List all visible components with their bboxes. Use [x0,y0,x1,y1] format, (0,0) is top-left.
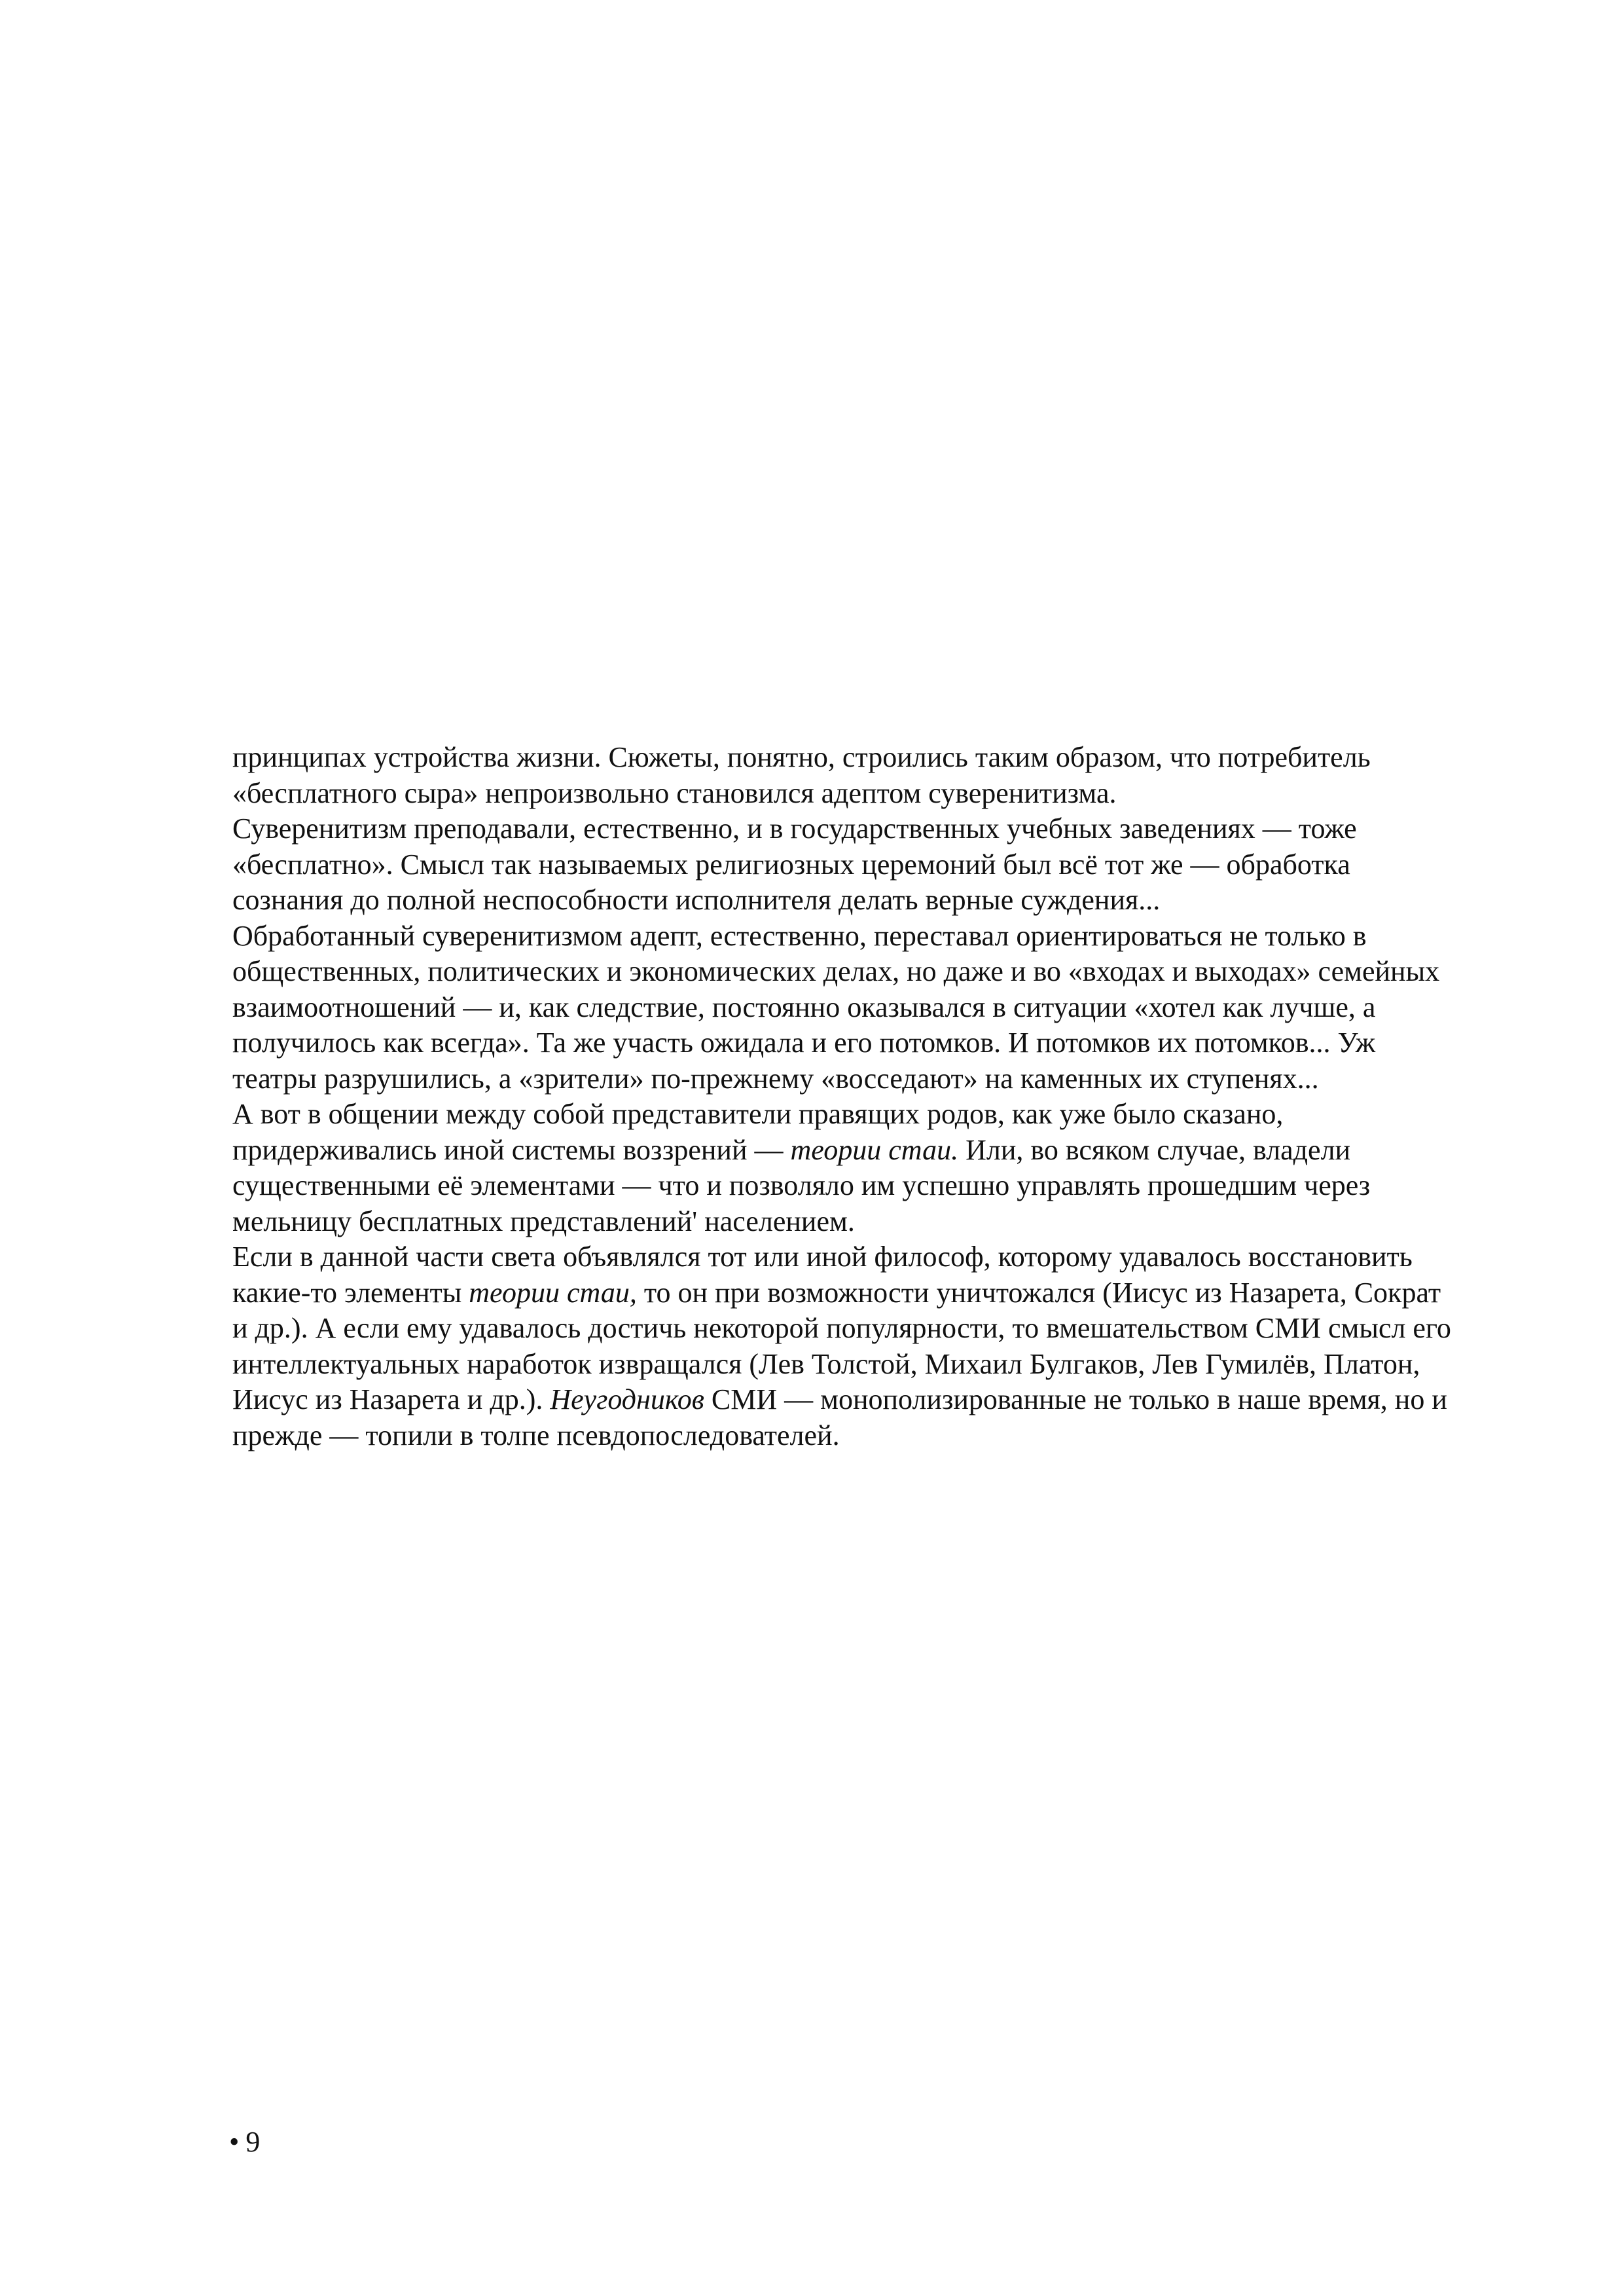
text-run: и др.). А если ему удавалось достичь некоторой популярности, то вмешательством СМИ смысл его [232,1312,1451,1344]
text-line [232,1382,1515,1418]
text-line [232,776,1515,812]
text-line [232,954,1515,990]
text-line [232,1239,1515,1275]
footer-bullet: • [229,2126,240,2158]
text-run: интеллектуальных наработок извращался (Лев Толстой, Михаил Булгаков, Лев Гумилёв, Платон, [232,1347,1420,1380]
page-number: 9 [245,2126,261,2158]
text-line [232,1347,1515,1383]
text-line [232,1204,1515,1240]
text-run: общественных, политических и экономических делах, но даже и во «входах и выходах» семейных [232,955,1440,987]
text-run: мельницу бесплатных представлений' населением. [232,1205,855,1237]
text-line [232,1418,1515,1454]
text-line [232,883,1515,919]
text-run: Иисус из Назарета и др.). [232,1383,550,1415]
text-run: существенными её элементами — что и позволяло им успешно управлять прошедшим через [232,1169,1371,1201]
text-line [232,1097,1515,1133]
italic-term: Неугодников [550,1383,704,1415]
text-run: какие-то элементы [232,1276,469,1309]
text-run: то он при возможности уничтожался (Иисус из Назарета, Сократ [636,1276,1441,1309]
text-run: Обработанный суверенитизмом адепт, естественно, переставал ориентироваться не только в [232,919,1367,952]
text-run: «бесплатно». Смысл так называемых религиозных церемоний был всё тот же — обработка [232,848,1350,881]
text-run: взаимоотношений — и, как следствие, постоянно оказывался в ситуации «хотел как лучше, а [232,991,1376,1023]
text-line [232,740,1515,776]
text-run: получилось как всегда». Та же участь ожидала и его потомков. И потомков их потомков... Уж [232,1027,1376,1059]
text-line [232,1061,1515,1097]
text-line [232,1133,1515,1169]
page-footer [229,2124,260,2160]
text-line [232,847,1515,883]
text-run: принципах устройства жизни. Сюжеты, понятно, строились таким образом, что потребитель [232,741,1371,773]
text-run: придерживались иной системы воззрений — [232,1133,791,1166]
text-line [232,1311,1515,1347]
text-run: Суверенитизм преподавали, естественно, и в государственных учебных заведениях — тоже [232,812,1357,845]
text-run: А вот в общении между собой представители правящих родов, как уже было сказано, [232,1098,1284,1130]
text-run: Или, во всяком случае, владели [958,1133,1351,1166]
italic-term: теории стаи, [469,1276,637,1309]
text-line [232,811,1515,847]
text-run: сознания до полной неспособности исполнителя делать верные суждения... [232,884,1161,916]
text-line [232,1168,1515,1204]
italic-term: теории стаи. [790,1133,959,1166]
text-run: театры разрушились, а «зрители» по-прежнему «восседают» на каменных их ступенях... [232,1062,1319,1095]
text-run: прежде — топили в толпе псевдопоследователей. [232,1419,840,1451]
body-text [232,740,1515,1453]
text-line [232,919,1515,955]
text-run: «бесплатного сыра» непроизвольно становился адептом суверенитизма. [232,776,1117,809]
text-line [232,990,1515,1026]
text-run: СМИ — монополизированные не только в наше время, но и [704,1383,1447,1415]
text-line [232,1275,1515,1311]
text-run: Если в данной части света объявлялся тот или иной философ, которому удавалось восстановить [232,1241,1413,1273]
text-line [232,1025,1515,1061]
